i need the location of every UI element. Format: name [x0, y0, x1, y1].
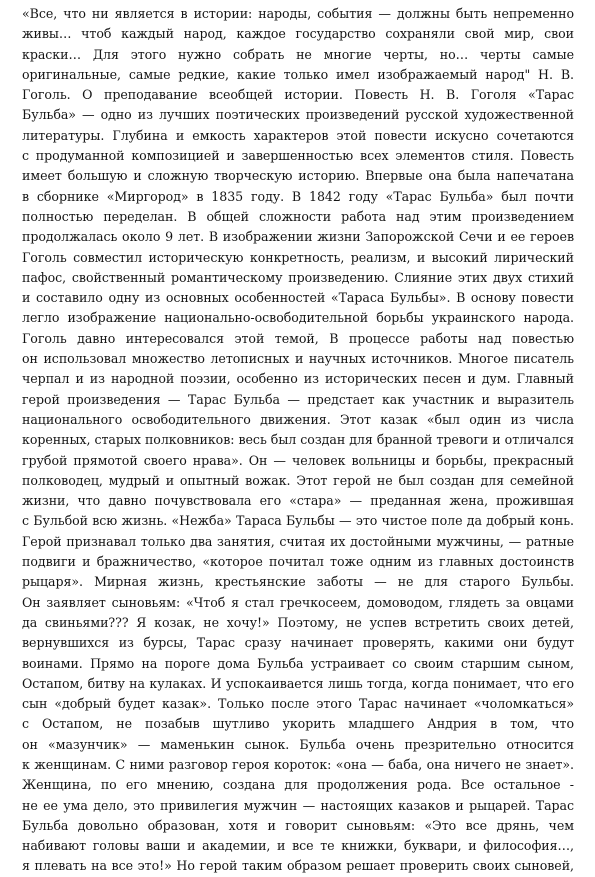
text-line-21: национального освободительного движения. Этот казак «был один из числа [22, 411, 574, 427]
text-line-20: герой произведения — Тарас Бульба — предстает как участник и выразитель [22, 391, 574, 407]
text-line-9: имеет большую и сложную творческую историю. Впервые она была напечатана [22, 168, 574, 184]
text-line-14: пафос, свойственный романтическому произведению. Слияние этих двух стихий [22, 269, 574, 285]
text-line-15: и составило одну из основных особенностей «Тараса Бульбы». В основу повести [22, 290, 574, 306]
text-line-17: Гоголь давно интересовался этой темой, В процессе работы над повестью [22, 330, 574, 346]
text-line-29: рыцаря». Мирная жизнь, крестьянские заботы — не для старого Бульбы. [22, 574, 574, 590]
text-line-27: Герой признавал только два занятия, считая их достойными мужчины, — ратные [22, 533, 574, 549]
text-line-31: да свиньями??? Я козак, не хочу!» Поэтому, не успев встретить своих детей, [22, 614, 574, 630]
text-line-16: легло изображение национально-освободительной борьбы украинского народа. [22, 310, 574, 326]
text-line-32: вернувшихся из бурсы, Тарас сразу начинает проверять, какими они будут [22, 635, 574, 651]
text-line-23: грубой прямотой своего нрава». Он — человек вольницы и борьбы, прекрасный [22, 452, 574, 468]
text-line-7: литературы. Глубина и емкость характеров этой повести искусно сочетаются [22, 127, 574, 143]
text-line-42: набивают головы ваши и академии, и все те книжки, буквари, и философия…, [22, 838, 574, 854]
text-line-43: я плевать на все это!» Но герой таким образом решает проверить своих сыновей, [22, 858, 574, 874]
text-line-37: он «мазунчик» — маменькин сынок. Бульба очень презрительно относится [22, 736, 574, 752]
body-text [22, 4, 574, 877]
text-line-22: коренных, старых полковников: весь был создан для бранной тревоги и отличался [22, 432, 574, 448]
text-line-24: полководец, мудрый и опытный вожак. Этот герой не был создан для семейной [22, 472, 574, 488]
text-line-39: Женщина, по его мнению, создана для продолжения рода. Все остальное - [22, 777, 574, 793]
text-line-11: полностью переделан. В общей сложности работа над этим произведением [22, 208, 574, 224]
text-line-36: с Остапом, не позабыв шутливо укорить младшего Андрия в том, что [22, 716, 574, 732]
text-line-5: Гоголь. О преподавание всеобщей истории. Повесть Н. В. Гоголя «Тарас [22, 87, 574, 103]
text-line-13: Гоголь совместил историческую конкретность, реализм, и высокий лирический [22, 249, 574, 265]
text-line-40: не ее ума дело, это привилегия мужчин — настоящих казаков и рыцарей. Тарас [22, 797, 574, 813]
text-line-2: живы… чтоб каждый народ, каждое государство сохраняли свой мир, свои [22, 26, 574, 42]
text-line-30: Он заявляет сыновьям: «Чтоб я стал гречкосеем, домоводом, глядеть за овцами [22, 594, 574, 610]
text-line-19: черпал и из народной поэзии, особенно из исторических песен и дум. Главный [22, 371, 574, 387]
text-line-3: краски… Для этого нужно собрать не многие черты, но… черты самые [22, 46, 574, 62]
text-line-28: подвиги и бражничество, «которое почитал тоже одним из главных достоинств [22, 554, 574, 570]
text-line-8: с продуманной композицией и завершенностью всех элементов стиля. Повесть [22, 148, 574, 164]
text-line-41: Бульба довольно образован, хотя и говорит сыновьям: «Это все дрянь, чем [22, 817, 574, 833]
text-line-10: в сборнике «Миргород» в 1835 году. В 1842 году «Тарас Бульба» был почти [22, 188, 574, 204]
text-line-26: с Бульбой всю жизнь. «Нежба» Тараса Бульбы — это чистое поле да добрый конь. [22, 513, 574, 529]
text-line-6: Бульба» — одно из лучших поэтических произведений русской художественной [22, 107, 574, 123]
text-line-12: продолжалась около 9 лет. В изображении жизни Запорожской Сечи и ее героев [22, 229, 574, 245]
text-line-35: сын «добрый будет казак». Только после этого Тарас начинает «чоломкаться» [22, 696, 574, 712]
text-line-25: жизни, что давно почувствовала его «стара» — преданная жена, прожившая [22, 493, 574, 509]
text-line-18: он использовал множество летописных и научных источников. Многое писатель [22, 351, 574, 367]
text-line-34: Остапом, битву на кулаках. И успокаивается лишь тогда, когда понимает, что его [22, 675, 574, 691]
text-line-38: к женщинам. С ними разговор героя короток: «она — баба, она ничего не знает». [22, 756, 574, 772]
text-line-4: оригинальные, самые редкие, какие только имел изображаемый народ" Н. В. [22, 66, 574, 82]
text-line-1: «Все, что ни является в истории: народы, события — должны быть непременно [22, 6, 574, 21]
text-line-33: воинами. Прямо на пороге дома Бульба устраивает со своим старшим сыном, [22, 655, 574, 671]
